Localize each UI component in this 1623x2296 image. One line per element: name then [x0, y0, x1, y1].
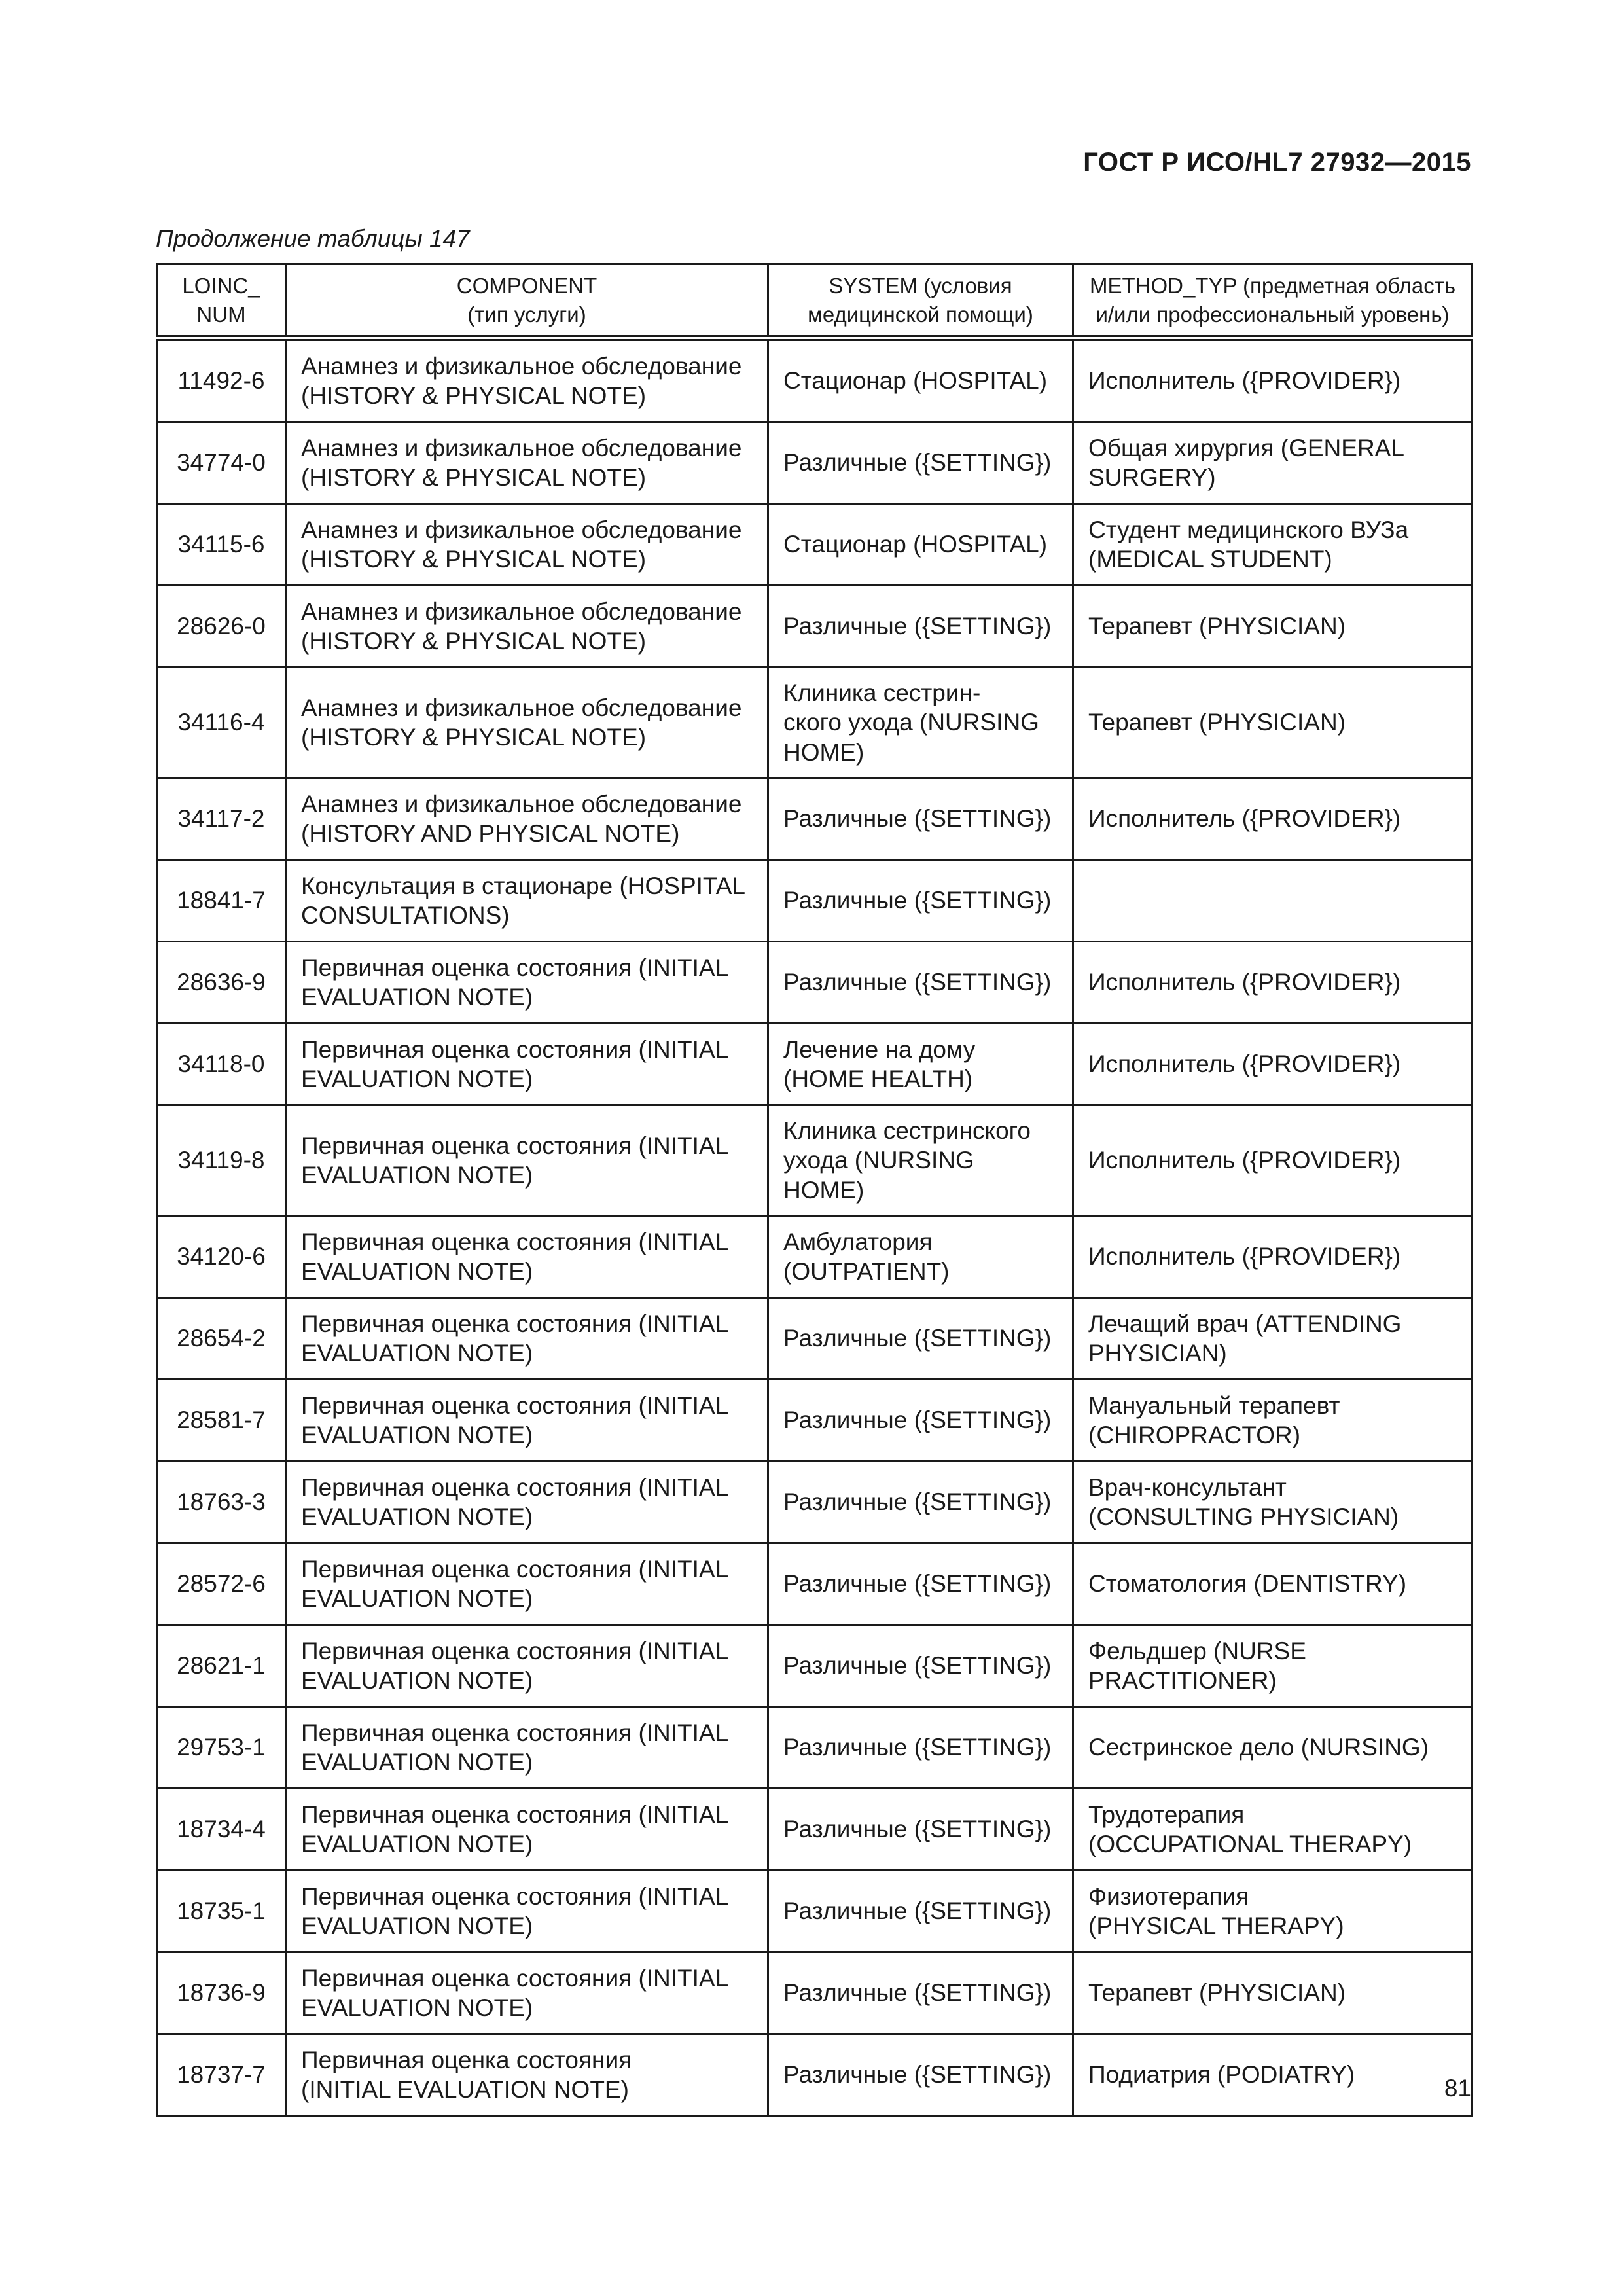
cell-component [286, 778, 768, 860]
cell-system-line: Стационар (HOSPITAL) [783, 531, 1048, 558]
cell-method-typ [1073, 504, 1472, 586]
cell-method-typ-line: Общая хирургия (GENERAL [1088, 434, 1404, 461]
cell-system-line: Амбулатория [783, 1228, 933, 1255]
table-row [157, 504, 1472, 586]
cell-system-line: Различные ({SETTING}) [783, 1570, 1052, 1598]
cell-component [286, 1462, 768, 1543]
table-row [157, 2034, 1472, 2116]
cell-system [768, 1625, 1073, 1707]
cell-component-line: Первичная оценка состояния (INITIAL [301, 1473, 729, 1501]
cell-system [768, 860, 1073, 942]
cell-component-line: EVALUATION NOTE) [301, 1340, 533, 1367]
table-row [157, 586, 1472, 668]
cell-component [286, 942, 768, 1024]
cell-method-typ-line: Исполнитель ({PROVIDER}) [1088, 1147, 1401, 1174]
cell-method-typ-line: Терапевт (PHYSICIAN) [1088, 709, 1346, 736]
cell-component-line: EVALUATION NOTE) [301, 1162, 533, 1189]
cell-system [768, 422, 1073, 504]
cell-method-typ [1073, 1216, 1472, 1298]
cell-method-typ [1073, 668, 1472, 778]
cell-system [768, 586, 1073, 668]
cell-method-typ-line: (CONSULTING PHYSICIAN) [1088, 1503, 1399, 1530]
cell-loinc-num: 29753-1 [157, 1707, 286, 1789]
cell-system-line: Клиника сестрин- [783, 679, 981, 707]
cell-system [768, 1298, 1073, 1380]
cell-method-typ-line: (MEDICAL STUDENT) [1088, 546, 1332, 573]
cell-method-typ-line: Стоматология (DENTISTRY) [1088, 1570, 1407, 1598]
cell-method-typ-line: SURGERY) [1088, 464, 1216, 491]
table-caption: Продолжение таблицы 147 [156, 225, 470, 252]
cell-method-typ [1073, 1789, 1472, 1871]
cell-method-typ [1073, 942, 1472, 1024]
cell-method-typ-line: (CHIROPRACTOR) [1088, 1422, 1301, 1448]
cell-system-line: Различные ({SETTING}) [783, 613, 1052, 640]
cell-method-typ [1073, 338, 1472, 422]
cell-system [768, 2034, 1073, 2116]
cell-method-typ-line: Исполнитель ({PROVIDER}) [1088, 1243, 1401, 1270]
cell-system [768, 778, 1073, 860]
cell-loinc-num: 28636-9 [157, 942, 286, 1024]
cell-component-line: Первичная оценка состояния [301, 2046, 632, 2073]
cell-system [768, 338, 1073, 422]
cell-system-line: Различные ({SETTING}) [783, 1734, 1052, 1761]
cell-loinc-num: 28581-7 [157, 1380, 286, 1462]
cell-loinc-num: 34119-8 [157, 1105, 286, 1216]
table-row [157, 1543, 1472, 1625]
cell-component [286, 586, 768, 668]
cell-method-typ [1073, 1707, 1472, 1789]
cell-method-typ-line: Фельдшер (NURSE [1088, 1637, 1306, 1664]
cell-method-typ-line: Физиотерапия [1088, 1882, 1249, 1910]
cell-method-typ [1073, 1462, 1472, 1543]
cell-component-line: Первичная оценка состояния (INITIAL [301, 1719, 729, 1746]
cell-method-typ-line: PRACTITIONER) [1088, 1667, 1277, 1694]
cell-loinc-num: 28572-6 [157, 1543, 286, 1625]
cell-component-line: (HISTORY & PHYSICAL NOTE) [301, 382, 647, 409]
cell-system-line: Различные ({SETTING}) [783, 1488, 1052, 1516]
cell-system [768, 1952, 1073, 2034]
table-row [157, 338, 1472, 422]
cell-component-line: EVALUATION NOTE) [301, 1503, 533, 1530]
table-row [157, 422, 1472, 504]
cell-component [286, 1543, 768, 1625]
cell-component-line: EVALUATION NOTE) [301, 1912, 533, 1939]
cell-component-line: Первичная оценка состояния (INITIAL [301, 1555, 729, 1583]
header-method-typ: METHOD_TYP (предметная область и/или профессиональный уровень) [1073, 264, 1472, 338]
cell-loinc-num: 34116-4 [157, 668, 286, 778]
cell-method-typ-line: Сестринское дело (NURSING) [1088, 1734, 1429, 1761]
cell-component-line: Первичная оценка состояния (INITIAL [301, 1637, 729, 1664]
cell-method-typ [1073, 1024, 1472, 1105]
cell-method-typ-line: PHYSICIAN) [1088, 1340, 1227, 1367]
table-row [157, 1871, 1472, 1952]
cell-system [768, 668, 1073, 778]
cell-method-typ-line: Исполнитель ({PROVIDER}) [1088, 367, 1401, 395]
cell-system-line: Различные ({SETTING}) [783, 1652, 1052, 1679]
cell-loinc-num: 28654-2 [157, 1298, 286, 1380]
cell-loinc-num: 34117-2 [157, 778, 286, 860]
cell-method-typ-line: Мануальный терапевт [1088, 1391, 1340, 1419]
table-row [157, 860, 1472, 942]
cell-system-line: Различные ({SETTING}) [783, 805, 1052, 833]
cell-component [286, 1952, 768, 2034]
cell-method-typ [1073, 1298, 1472, 1380]
cell-component [286, 422, 768, 504]
cell-method-typ-line: Лечащий врач (ATTENDING [1088, 1310, 1402, 1337]
cell-component [286, 1625, 768, 1707]
cell-loinc-num: 18737-7 [157, 2034, 286, 2116]
header-row [157, 264, 1472, 338]
cell-method-typ [1073, 422, 1472, 504]
cell-component-line: (HISTORY & PHYSICAL NOTE) [301, 628, 647, 655]
cell-system-line: ухода (NURSING [783, 1147, 974, 1174]
cell-component-line: Анамнез и физикальное обследование [301, 598, 742, 625]
cell-method-typ-line: Подиатрия (PODIATRY) [1088, 2061, 1355, 2089]
cell-loinc-num: 34118-0 [157, 1024, 286, 1105]
cell-method-typ-line: Врач-консультант [1088, 1473, 1287, 1501]
cell-system-line: ского ухода (NURSING [783, 709, 1039, 736]
cell-system [768, 1543, 1073, 1625]
cell-method-typ [1073, 2034, 1472, 2116]
cell-component-line: EVALUATION NOTE) [301, 1585, 533, 1612]
cell-component [286, 1707, 768, 1789]
cell-system-line: (HOME HEALTH) [783, 1066, 973, 1092]
cell-component [286, 504, 768, 586]
cell-component [286, 2034, 768, 2116]
cell-loinc-num: 11492-6 [157, 338, 286, 422]
cell-method-typ-line: Терапевт (PHYSICIAN) [1088, 1979, 1346, 2007]
table-row [157, 778, 1472, 860]
cell-method-typ-line: (PHYSICAL THERAPY) [1088, 1912, 1344, 1939]
cell-system [768, 1789, 1073, 1871]
cell-component-line: EVALUATION NOTE) [301, 1994, 533, 2021]
cell-system-line: Различные ({SETTING}) [783, 1897, 1052, 1925]
cell-method-typ-line: Исполнитель ({PROVIDER}) [1088, 969, 1401, 996]
cell-component-line: Первичная оценка состояния (INITIAL [301, 954, 729, 981]
table-row [157, 1024, 1472, 1105]
cell-component-line: EVALUATION NOTE) [301, 1667, 533, 1694]
cell-method-typ-line: Трудотерапия [1088, 1801, 1245, 1828]
cell-method-typ [1073, 1625, 1472, 1707]
cell-loinc-num: 18736-9 [157, 1952, 286, 2034]
cell-component-line: Анамнез и физикальное обследование [301, 694, 742, 721]
cell-method-typ-line: Исполнитель ({PROVIDER}) [1088, 1050, 1401, 1078]
cell-component [286, 1789, 768, 1871]
table-header [157, 264, 1472, 338]
cell-method-typ-line: (OCCUPATIONAL THERAPY) [1088, 1831, 1412, 1857]
cell-loinc-num: 34115-6 [157, 504, 286, 586]
cell-component-line: Первичная оценка состояния (INITIAL [301, 1132, 729, 1159]
cell-loinc-num: 28626-0 [157, 586, 286, 668]
cell-component-line: EVALUATION NOTE) [301, 984, 533, 1011]
cell-system-line: Различные ({SETTING}) [783, 449, 1052, 476]
cell-component-line: Первичная оценка состояния (INITIAL [301, 1310, 729, 1337]
header-loinc-num: LOINC_ NUM [157, 264, 286, 338]
cell-component [286, 1024, 768, 1105]
cell-component-line: Первичная оценка состояния (INITIAL [301, 1391, 729, 1419]
cell-method-typ [1073, 860, 1472, 942]
table-row [157, 668, 1472, 778]
cell-component-line: (HISTORY & PHYSICAL NOTE) [301, 724, 647, 751]
cell-method-typ [1073, 1105, 1472, 1216]
cell-component [286, 1216, 768, 1298]
cell-system-line: Различные ({SETTING}) [783, 2061, 1052, 2089]
cell-system [768, 1216, 1073, 1298]
cell-method-typ [1073, 586, 1472, 668]
cell-method-typ-line: Исполнитель ({PROVIDER}) [1088, 805, 1401, 833]
cell-system-line: Различные ({SETTING}) [783, 969, 1052, 996]
cell-system-line: Стационар (HOSPITAL) [783, 367, 1048, 395]
cell-system-line: Различные ({SETTING}) [783, 1979, 1052, 2007]
cell-component-line: EVALUATION NOTE) [301, 1258, 533, 1285]
cell-loinc-num: 34120-6 [157, 1216, 286, 1298]
cell-component [286, 668, 768, 778]
cell-system [768, 1871, 1073, 1952]
cell-component-line: EVALUATION NOTE) [301, 1749, 533, 1776]
cell-method-typ-line: Студент медицинского ВУЗа [1088, 516, 1409, 543]
cell-method-typ [1073, 778, 1472, 860]
table-row [157, 1105, 1472, 1216]
cell-component-line: (HISTORY AND PHYSICAL NOTE) [301, 820, 680, 847]
cell-component-line: CONSULTATIONS) [301, 902, 510, 929]
cell-system-line: HOME) [783, 738, 865, 766]
cell-system-line: (OUTPATIENT) [783, 1258, 950, 1285]
cell-method-typ [1073, 1543, 1472, 1625]
cell-loinc-num: 34774-0 [157, 422, 286, 504]
cell-component-line: (INITIAL EVALUATION NOTE) [301, 2076, 629, 2103]
cell-component-line: Первичная оценка состояния (INITIAL [301, 1964, 729, 1992]
cell-system [768, 1707, 1073, 1789]
header-component: COMPONENT (тип услуги) [286, 264, 768, 338]
table-row [157, 1952, 1472, 2034]
cell-component [286, 860, 768, 942]
cell-loinc-num: 28621-1 [157, 1625, 286, 1707]
cell-loinc-num: 18735-1 [157, 1871, 286, 1952]
cell-component [286, 1380, 768, 1462]
cell-component [286, 1298, 768, 1380]
cell-component-line: (HISTORY & PHYSICAL NOTE) [301, 546, 647, 573]
cell-method-typ [1073, 1952, 1472, 2034]
table-row [157, 1625, 1472, 1707]
table-body [157, 338, 1472, 2116]
table-row [157, 1789, 1472, 1871]
document-standard-header: ГОСТ Р ИСО/HL7 27932—2015 [1083, 148, 1471, 177]
cell-component-line: Консультация в стационаре (HOSPITAL [301, 872, 746, 899]
cell-component-line: Первичная оценка состояния (INITIAL [301, 1228, 729, 1255]
cell-system-line: Лечение на дому [783, 1035, 976, 1063]
cell-system [768, 504, 1073, 586]
cell-system [768, 1024, 1073, 1105]
cell-system-line: Клиника сестринского [783, 1117, 1031, 1145]
table-row [157, 942, 1472, 1024]
table-row [157, 1298, 1472, 1380]
cell-system-line: Различные ({SETTING}) [783, 1816, 1052, 1843]
cell-component-line: Первичная оценка состояния (INITIAL [301, 1801, 729, 1828]
cell-method-typ-line: Терапевт (PHYSICIAN) [1088, 613, 1346, 640]
cell-system-line: Различные ({SETTING}) [783, 887, 1052, 914]
cell-component-line: Анамнез и физикальное обследование [301, 516, 742, 543]
cell-component-line: Анамнез и физикальное обследование [301, 434, 742, 461]
cell-component-line: EVALUATION NOTE) [301, 1831, 533, 1857]
cell-system [768, 1380, 1073, 1462]
cell-system-line: Различные ({SETTING}) [783, 1325, 1052, 1352]
cell-method-typ [1073, 1871, 1472, 1952]
loinc-table [156, 263, 1473, 2117]
cell-component [286, 1105, 768, 1216]
table-row [157, 1380, 1472, 1462]
cell-method-typ [1073, 1380, 1472, 1462]
cell-component-line: Первичная оценка состояния (INITIAL [301, 1882, 729, 1910]
cell-component-line: (HISTORY & PHYSICAL NOTE) [301, 464, 647, 491]
cell-component-line: Анамнез и физикальное обследование [301, 790, 742, 817]
cell-system [768, 1462, 1073, 1543]
cell-component-line: Анамнез и физикальное обследование [301, 352, 742, 380]
cell-system [768, 1105, 1073, 1216]
cell-loinc-num: 18763-3 [157, 1462, 286, 1543]
cell-loinc-num: 18841-7 [157, 860, 286, 942]
cell-system-line: HOME) [783, 1176, 865, 1204]
cell-component-line: EVALUATION NOTE) [301, 1422, 533, 1448]
cell-component [286, 338, 768, 422]
cell-component-line: Первичная оценка состояния (INITIAL [301, 1035, 729, 1063]
table-row [157, 1216, 1472, 1298]
cell-component [286, 1871, 768, 1952]
table-row [157, 1462, 1472, 1543]
table-row [157, 1707, 1472, 1789]
cell-loinc-num: 18734-4 [157, 1789, 286, 1871]
cell-system [768, 942, 1073, 1024]
page-number: 81 [1444, 2075, 1471, 2102]
cell-system-line: Различные ({SETTING}) [783, 1407, 1052, 1434]
header-system: SYSTEM (условия медицинской помощи) [768, 264, 1073, 338]
cell-component-line: EVALUATION NOTE) [301, 1066, 533, 1092]
